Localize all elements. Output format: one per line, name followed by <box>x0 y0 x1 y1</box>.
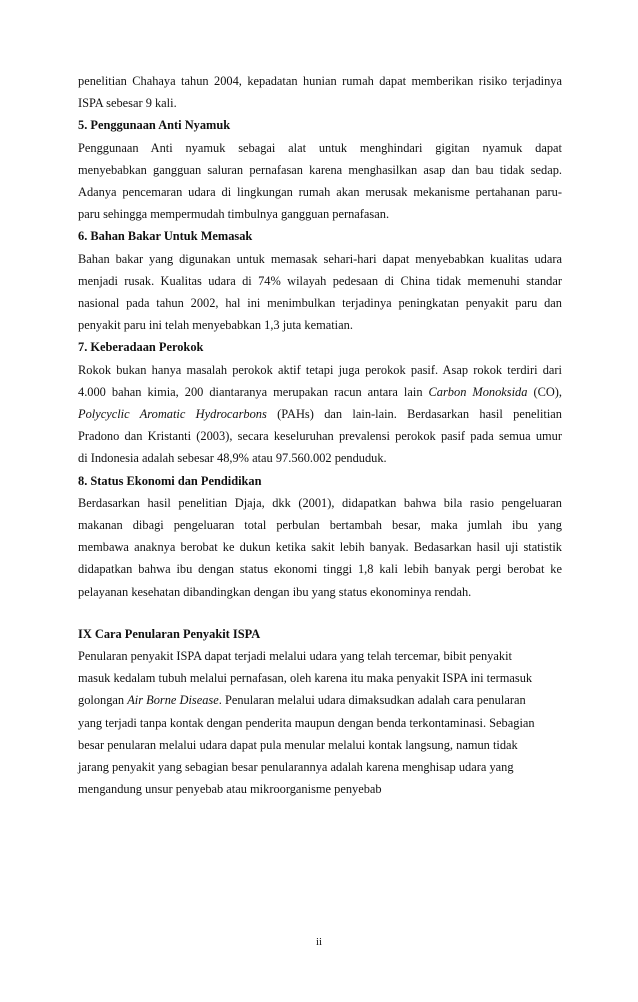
section-heading: 8. Status Ekonomi dan Pendidikan <box>78 473 262 488</box>
page-content <box>78 70 562 801</box>
italic-term: Air Borne Disease <box>127 693 219 708</box>
intro-paragraph <box>78 70 562 114</box>
italic-term: Polycyclic Aromatic Hydrocarbons <box>78 407 267 422</box>
text-line: menjadi rusak. Kualitas udara di 74% wilayah pedesaan di China tidak memenuhi standar <box>78 273 562 288</box>
section-6 <box>78 225 562 336</box>
section-7 <box>78 336 562 469</box>
section-heading: 5. Penggunaan Anti Nyamuk <box>78 118 231 133</box>
text-line <box>78 403 562 425</box>
text-line: paru sehingga mempermudah timbulnya gangguan pernafasan. <box>78 207 390 222</box>
section-ix <box>78 623 562 801</box>
page-number: ii <box>315 936 323 948</box>
section-heading: IX Cara Penularan Penyakit ISPA <box>78 626 261 641</box>
section-heading: 6. Bahan Bakar Untuk Memasak <box>78 229 253 244</box>
section-8 <box>78 470 562 603</box>
text-line: ISPA sebesar 9 kali. <box>78 96 177 111</box>
text-line: Pradono dan Kristanti (2003), secara keseluruhan prevalensi perokok pasif pada semua umur <box>78 429 562 444</box>
text-run: 4.000 bahan kimia, 200 diantaranya merupakan racun antara lain <box>78 384 429 399</box>
section-heading: 7. Keberadaan Perokok <box>78 340 204 355</box>
text-line: Penggunaan Anti nyamuk sebagai alat untuk menghindari gigitan nyamuk dapat <box>78 140 562 155</box>
section-5 <box>78 114 562 225</box>
text-line <box>78 381 562 403</box>
text-line: Penularan penyakit ISPA dapat terjadi melalui udara yang telah tercemar, bibit penyakit <box>78 649 512 664</box>
text-line: nasional pada tahun 2002, hal ini menimbulkan terjadinya peningkatan penyakit paru dan <box>78 296 562 311</box>
text-line: pelayanan kesehatan dibandingkan dengan ibu yang status ekonominya rendah. <box>78 584 472 599</box>
text-line: menyebabkan gangguan saluran pernafasan karena menghasilkan asap dan bau tidak sedap. <box>78 162 562 177</box>
text-run: (PAHs) dan lain-lain. Berdasarkan hasil penelitian <box>266 407 562 422</box>
text-line: penyakit paru ini telah menyebabkan 1,3 juta kematian. <box>78 318 353 333</box>
text-line: jarang penyakit yang sebagian besar penularannya adalah karena menghisap udara yang <box>78 760 514 775</box>
text-line: didapatkan bahwa ibu dengan status ekonomi tinggi 1,8 kali lebih banyak pergi berobat ke <box>78 562 562 577</box>
text-line <box>78 689 562 711</box>
text-line: membawa anaknya berobat ke dukun ketika sakit lebih banyak. Bedasarkan hasil uji statistik <box>78 540 562 555</box>
text-line: mengandung unsur penyebab atau mikroorganisme penyebab <box>78 782 382 797</box>
text-line: Adanya pencemaran udara di lingkungan rumah akan merusak mekanisme pertahanan paru- <box>78 185 562 200</box>
text-run: (CO), <box>527 384 563 399</box>
text-line: makanan dibagi pengeluaran total perbulan bertambah besar, maka jumlah ibu yang <box>78 518 562 533</box>
italic-term: Carbon Monoksida <box>428 384 528 399</box>
text-run: . Penularan melalui udara dimaksudkan adalah cara penularan <box>218 693 526 708</box>
text-line: Rokok bukan hanya masalah perokok aktif tetapi juga perokok pasif. Asap rokok terdiri dari <box>78 362 562 377</box>
text-line: besar penularan melalui udara dapat pula menular melalui kontak langsung, namun tidak <box>78 737 518 752</box>
text-line: penelitian Chahaya tahun 2004, kepadatan hunian rumah dapat memberikan risiko terjadinya <box>78 74 562 88</box>
text-line: Bahan bakar yang digunakan untuk memasak sehari-hari dapat menyebabkan kualitas udara <box>78 251 562 266</box>
text-line: di Indonesia adalah sebesar 48,9% atau 97.560.002 penduduk. <box>78 451 387 466</box>
section-spacer <box>78 603 562 623</box>
text-run: golongan <box>78 693 128 708</box>
text-line: masuk kedalam tubuh melalui pernafasan, oleh karena itu maka penyakit ISPA ini termasuk <box>78 671 533 686</box>
text-line: Berdasarkan hasil penelitian Djaja, dkk (2001), didapatkan bahwa bila rasio pengeluaran <box>78 495 562 510</box>
text-line: yang terjadi tanpa kontak dengan penderita maupun dengan benda terkontaminasi. Sebagian <box>78 715 535 730</box>
